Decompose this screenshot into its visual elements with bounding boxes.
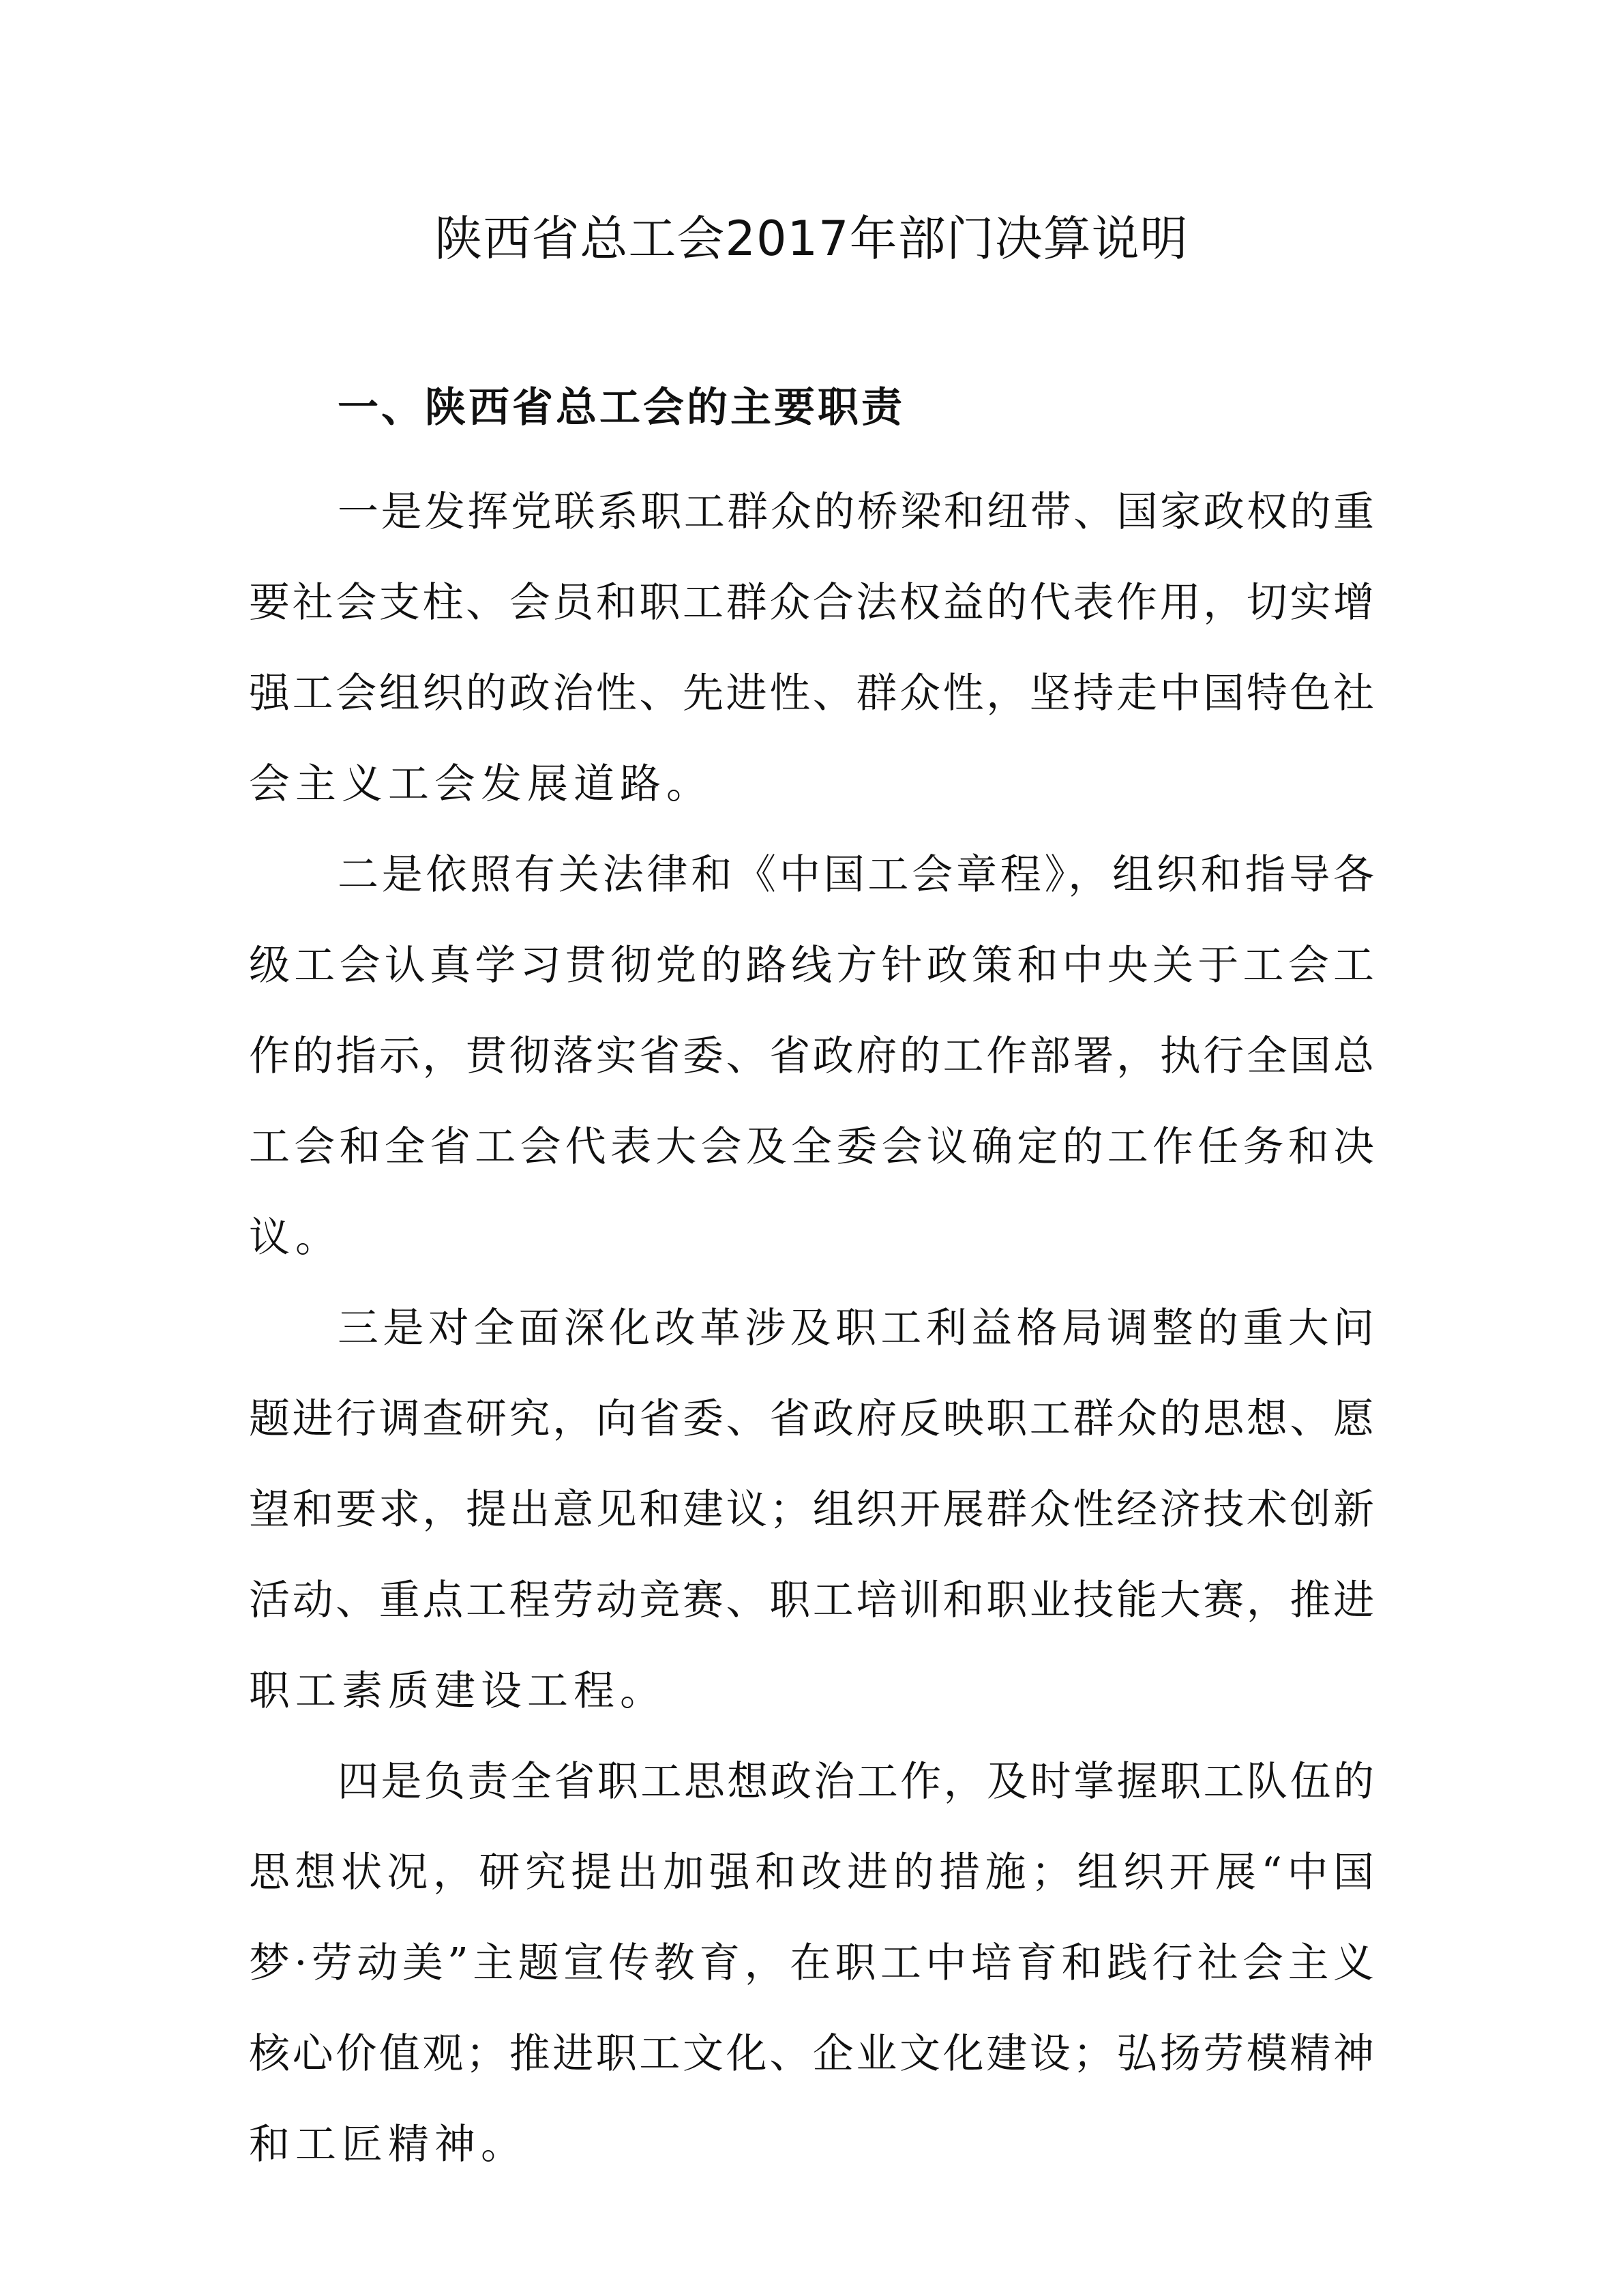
paragraph-line: 望和要求，提出意见和建议；组织开展群众性经济技术创新 (249, 1486, 1374, 1534)
section-heading: 一、陕西省总工会的主要职责 (338, 384, 905, 432)
paragraph-line: 梦·劳动美”主题宣传教育，在职工中培育和践行社会主义 (249, 1939, 1374, 1987)
paragraph-line: 会主义工会发展道路。 (249, 760, 713, 808)
paragraph-line: 作的指示，贯彻落实省委、省政府的工作部署，执行全国总 (249, 1032, 1374, 1080)
paragraph (249, 1283, 1374, 1737)
paragraph-line: 题进行调查研究，向省委、省政府反映职工群众的思想、愿 (249, 1395, 1374, 1443)
paragraph-line: 三是对全面深化改革涉及职工利益格局调整的重大问 (338, 1304, 1374, 1352)
paragraph-line: 活动、重点工程劳动竞赛、职工培训和职业技能大赛，推进 (249, 1577, 1374, 1624)
paragraph (249, 1737, 1374, 2190)
paragraph-line: 一是发挥党联系职工群众的桥梁和纽带、国家政权的重 (338, 488, 1374, 536)
paragraph (249, 830, 1374, 1283)
document-title: 陕西省总工会2017年部门决算说明 (434, 211, 1189, 267)
paragraph (249, 467, 1374, 830)
paragraph-line: 强工会组织的政治性、先进性、群众性，坚持走中国特色社 (249, 670, 1374, 717)
paragraph-line: 级工会认真学习贯彻党的路线方针政策和中央关于工会工 (249, 942, 1374, 989)
document-body (249, 467, 1374, 2190)
paragraph-line: 和工匠精神。 (249, 2121, 527, 2168)
paragraph-line: 二是依照有关法律和《中国工会章程》，组织和指导各 (338, 851, 1374, 899)
paragraph-line: 工会和全省工会代表大会及全委会议确定的工作任务和决 (249, 1123, 1374, 1171)
paragraph-line: 核心价值观；推进职工文化、企业文化建设；弘扬劳模精神 (249, 2030, 1374, 2078)
paragraph-line: 思想状况，研究提出加强和改进的措施；组织开展“中国 (249, 1849, 1374, 1896)
paragraph-line: 职工素质建设工程。 (249, 1667, 666, 1715)
paragraph-line: 议。 (249, 1214, 342, 1262)
paragraph-line: 四是负责全省职工思想政治工作，及时掌握职工队伍的 (338, 1758, 1374, 1806)
paragraph-line: 要社会支柱、会员和职工群众合法权益的代表作用，切实增 (249, 579, 1374, 627)
